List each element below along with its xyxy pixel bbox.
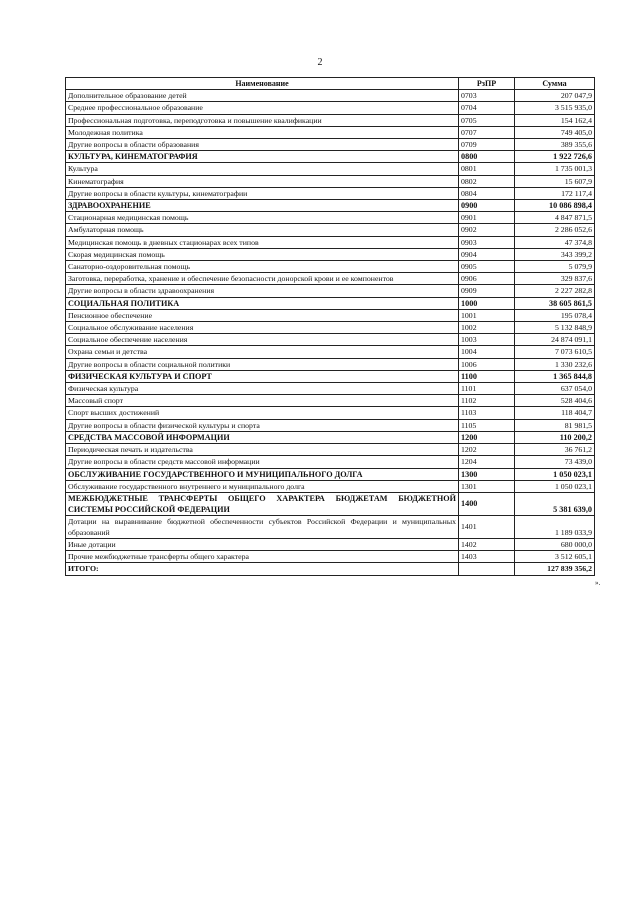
row-code: 1403 <box>459 551 515 563</box>
row-amount: 47 374,8 <box>515 236 595 248</box>
row-amount: 5 079,9 <box>515 261 595 273</box>
row-amount: 73 439,0 <box>515 456 595 468</box>
row-code: 0707 <box>459 126 515 138</box>
row-amount: 7 073 610,5 <box>515 346 595 358</box>
table-row <box>66 139 595 151</box>
row-amount: 1 922 726,6 <box>515 151 595 163</box>
row-amount: 15 607,9 <box>515 175 595 187</box>
row-name: Пенсионное обеспечение <box>66 309 459 321</box>
row-code: 0904 <box>459 248 515 260</box>
row-code: 0800 <box>459 151 515 163</box>
table-row <box>66 444 595 456</box>
header-amount: Сумма <box>515 78 595 90</box>
row-name: Другие вопросы в области здравоохранения <box>66 285 459 297</box>
table-row <box>66 515 595 538</box>
row-code: 0704 <box>459 102 515 114</box>
row-code: 0804 <box>459 187 515 199</box>
table-row <box>66 492 595 515</box>
total-row <box>66 563 595 575</box>
row-amount: 1 365 844,8 <box>515 370 595 382</box>
row-amount: 24 874 091,1 <box>515 334 595 346</box>
table-row <box>66 187 595 199</box>
row-code: 1105 <box>459 419 515 431</box>
row-name: Другие вопросы в области физической культуры и спорта <box>66 419 459 431</box>
row-code: 0900 <box>459 200 515 212</box>
row-name: Медицинская помощь в дневных стационарах всех типов <box>66 236 459 248</box>
row-amount: 195 078,4 <box>515 309 595 321</box>
row-code: 0801 <box>459 163 515 175</box>
row-code: 1300 <box>459 468 515 480</box>
table-row <box>66 175 595 187</box>
row-name: КУЛЬТУРА, КИНЕМАТОГРАФИЯ <box>66 151 459 163</box>
row-code: 0906 <box>459 273 515 285</box>
table-body <box>66 90 595 563</box>
table-row <box>66 322 595 334</box>
row-amount: 5 132 848,9 <box>515 322 595 334</box>
table-row <box>66 90 595 102</box>
row-code: 1100 <box>459 370 515 382</box>
row-name: Санаторно-оздоровительная помощь <box>66 261 459 273</box>
header-code: РзПР <box>459 78 515 90</box>
row-code: 0709 <box>459 139 515 151</box>
row-code: 1200 <box>459 431 515 443</box>
table-row <box>66 538 595 550</box>
row-amount: 207 047,9 <box>515 90 595 102</box>
row-name: Молодежная политика <box>66 126 459 138</box>
table-row <box>66 358 595 370</box>
row-name: ОБСЛУЖИВАНИЕ ГОСУДАРСТВЕННОГО И МУНИЦИПАЛЬНОГО ДОЛГА <box>66 468 459 480</box>
budget-table <box>65 77 595 576</box>
row-amount: 2 286 052,6 <box>515 224 595 236</box>
table-row <box>66 334 595 346</box>
row-amount: 154 162,4 <box>515 114 595 126</box>
row-amount: 1 735 001,3 <box>515 163 595 175</box>
row-name: Иные дотации <box>66 538 459 550</box>
table-row <box>66 163 595 175</box>
row-name: Профессиональная подготовка, переподготовка и повышение квалификации <box>66 114 459 126</box>
row-code: 1204 <box>459 456 515 468</box>
row-amount: 36 761,2 <box>515 444 595 456</box>
row-name: Амбулаторная помощь <box>66 224 459 236</box>
row-code: 0705 <box>459 114 515 126</box>
table-row <box>66 370 595 382</box>
row-code: 1402 <box>459 538 515 550</box>
table-row <box>66 431 595 443</box>
row-code: 0902 <box>459 224 515 236</box>
row-code: 0901 <box>459 212 515 224</box>
total-label: ИТОГО: <box>66 563 459 575</box>
row-amount: 172 117,4 <box>515 187 595 199</box>
row-code: 1006 <box>459 358 515 370</box>
table-row <box>66 383 595 395</box>
row-amount: 110 200,2 <box>515 431 595 443</box>
row-code: 1400 <box>459 492 515 515</box>
table-row <box>66 456 595 468</box>
end-quote-mark: ». <box>595 579 601 587</box>
row-name: Стационарная медицинская помощь <box>66 212 459 224</box>
row-name: Заготовка, переработка, хранение и обеспечение безопасности донорской крови и ее компонентов <box>66 273 459 285</box>
row-code: 0703 <box>459 90 515 102</box>
row-name: СОЦИАЛЬНАЯ ПОЛИТИКА <box>66 297 459 309</box>
row-amount: 1 050 023,1 <box>515 480 595 492</box>
header-name: Наименование <box>66 78 459 90</box>
table-row <box>66 346 595 358</box>
row-name: ЗДРАВООХРАНЕНИЕ <box>66 200 459 212</box>
row-amount: 680 000,0 <box>515 538 595 550</box>
row-name: Социальное обслуживание населения <box>66 322 459 334</box>
row-code: 1000 <box>459 297 515 309</box>
row-code: 1002 <box>459 322 515 334</box>
row-code: 1003 <box>459 334 515 346</box>
table-header-row <box>66 78 595 90</box>
table-row <box>66 212 595 224</box>
row-name: Другие вопросы в области средств массовой информации <box>66 456 459 468</box>
row-amount: 1 330 232,6 <box>515 358 595 370</box>
table-row <box>66 248 595 260</box>
row-code: 1101 <box>459 383 515 395</box>
table-row <box>66 468 595 480</box>
table-row <box>66 419 595 431</box>
row-code: 1301 <box>459 480 515 492</box>
total-amount: 127 839 356,2 <box>515 563 595 575</box>
row-name: Прочие межбюджетные трансферты общего характера <box>66 551 459 563</box>
row-name: Кинематография <box>66 175 459 187</box>
row-amount: 329 837,6 <box>515 273 595 285</box>
row-code: 0802 <box>459 175 515 187</box>
table-row <box>66 261 595 273</box>
row-name: Физическая культура <box>66 383 459 395</box>
table-row <box>66 114 595 126</box>
row-name: Другие вопросы в области социальной политики <box>66 358 459 370</box>
row-amount: 637 054,0 <box>515 383 595 395</box>
row-code: 1001 <box>459 309 515 321</box>
table-row <box>66 224 595 236</box>
table-row <box>66 273 595 285</box>
row-amount: 2 227 282,8 <box>515 285 595 297</box>
row-code: 1401 <box>459 515 515 538</box>
row-code: 0903 <box>459 236 515 248</box>
table-row <box>66 200 595 212</box>
table-row <box>66 236 595 248</box>
row-code: 1004 <box>459 346 515 358</box>
table-row <box>66 297 595 309</box>
table-row <box>66 309 595 321</box>
row-amount: 10 086 898,4 <box>515 200 595 212</box>
row-name: Спорт высших достижений <box>66 407 459 419</box>
row-name: Другие вопросы в области образования <box>66 139 459 151</box>
row-code: 1103 <box>459 407 515 419</box>
row-code: 1202 <box>459 444 515 456</box>
row-amount: 749 405,0 <box>515 126 595 138</box>
row-name: МЕЖБЮДЖЕТНЫЕ ТРАНСФЕРТЫ ОБЩЕГО ХАРАКТЕРА БЮДЖЕТАМ БЮДЖЕТНОЙ СИСТЕМЫ РОССИЙСКОЙ ФЕДЕРАЦИИ <box>66 492 459 515</box>
total-code <box>459 563 515 575</box>
page-number: 2 <box>317 57 323 68</box>
row-amount: 389 355,6 <box>515 139 595 151</box>
table-row <box>66 551 595 563</box>
table-row <box>66 126 595 138</box>
row-amount: 4 847 871,5 <box>515 212 595 224</box>
row-name: Периодическая печать и издательства <box>66 444 459 456</box>
row-amount: 343 399,2 <box>515 248 595 260</box>
row-name: Культура <box>66 163 459 175</box>
table-row <box>66 395 595 407</box>
table-row <box>66 102 595 114</box>
table-row <box>66 480 595 492</box>
row-amount: 1 189 033,9 <box>515 515 595 538</box>
row-name: Охрана семьи и детства <box>66 346 459 358</box>
row-name: Обслуживание государственного внутреннего и муниципального долга <box>66 480 459 492</box>
row-amount: 3 512 605,1 <box>515 551 595 563</box>
table-row <box>66 151 595 163</box>
row-name: ФИЗИЧЕСКАЯ КУЛЬТУРА И СПОРТ <box>66 370 459 382</box>
row-amount: 528 404,6 <box>515 395 595 407</box>
row-name: Дотации на выравнивание бюджетной обеспеченности субъектов Российской Федерации и муниципальных образований <box>66 515 459 538</box>
row-code: 1102 <box>459 395 515 407</box>
row-amount: 5 381 639,0 <box>515 492 595 515</box>
row-amount: 38 605 861,5 <box>515 297 595 309</box>
row-name: Скорая медицинская помощь <box>66 248 459 260</box>
row-name: Дополнительное образование детей <box>66 90 459 102</box>
table-row <box>66 285 595 297</box>
table-row <box>66 407 595 419</box>
row-amount: 81 981,5 <box>515 419 595 431</box>
row-name: Среднее профессиональное образование <box>66 102 459 114</box>
row-name: Другие вопросы в области культуры, кинематографии <box>66 187 459 199</box>
row-code: 0905 <box>459 261 515 273</box>
row-name: СРЕДСТВА МАССОВОЙ ИНФОРМАЦИИ <box>66 431 459 443</box>
row-amount: 3 515 935,0 <box>515 102 595 114</box>
row-name: Социальное обеспечение населения <box>66 334 459 346</box>
row-code: 0909 <box>459 285 515 297</box>
row-name: Массовый спорт <box>66 395 459 407</box>
row-amount: 118 404,7 <box>515 407 595 419</box>
row-amount: 1 050 023,1 <box>515 468 595 480</box>
